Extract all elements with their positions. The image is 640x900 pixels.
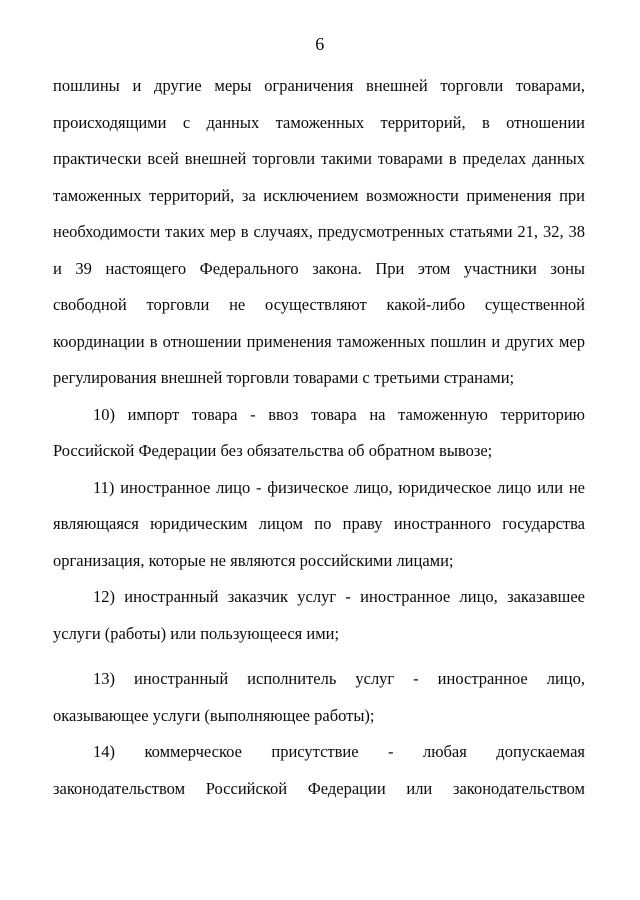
text-line: свободной торговли не осуществляют какой-либо существенной	[53, 295, 585, 314]
text-line: 10) импорт товара - ввоз товара на таможенную территорию	[93, 404, 585, 424]
paragraph	[53, 470, 585, 580]
text-line: 12) иностранный заказчик услуг - иностранное лицо, заказавшее	[93, 587, 585, 606]
text-line: 11) иностранное лицо - физическое лицо, юридическое лицо или не	[93, 477, 585, 497]
text-line: происходящими с данных таможенных территорий, в отношении	[53, 112, 585, 132]
paragraph	[53, 397, 585, 470]
paragraph	[53, 661, 585, 734]
text-line: регулирования внешней торговли товарами с третьими странами;	[53, 368, 515, 387]
text-line: пошлины и другие меры ограничения внешней торговли товарами,	[53, 76, 585, 95]
paragraph	[53, 734, 585, 807]
text-line: Российской Федерации без обязательства об обратном вывозе;	[53, 441, 493, 460]
text-line: организация, которые не являются российскими лицами;	[53, 550, 454, 570]
text-line: услуги (работы) или пользующееся ими;	[53, 623, 340, 643]
paragraph	[53, 68, 585, 397]
text-line: необходимости таких мер в случаях, предусмотренных статьями 21, 32, 38	[53, 222, 585, 241]
text-line: таможенных территорий, за исключением возможности применения при	[53, 185, 585, 205]
text-line: 13) иностранный исполнитель услуг - иностранное лицо,	[93, 669, 585, 688]
text-line: оказывающее услуги (выполняющее работы);	[53, 705, 375, 725]
paragraph	[53, 579, 585, 652]
text-line: и 39 настоящего Федерального закона. При этом участники зоны	[53, 258, 585, 278]
document-body	[53, 68, 585, 807]
text-line: являющаяся юридическим лицом по праву иностранного государства	[53, 514, 585, 533]
page-number: 6	[315, 34, 325, 54]
text-line: координации в отношении применения таможенных пошлин и других мер	[53, 331, 585, 351]
text-line: 14) коммерческое присутствие - любая допускаемая	[93, 742, 585, 761]
text-line: законодательством Российской Федерации или законодательством	[53, 778, 585, 798]
text-line: практически всей внешней торговли такими товарами в пределах данных	[53, 149, 585, 168]
